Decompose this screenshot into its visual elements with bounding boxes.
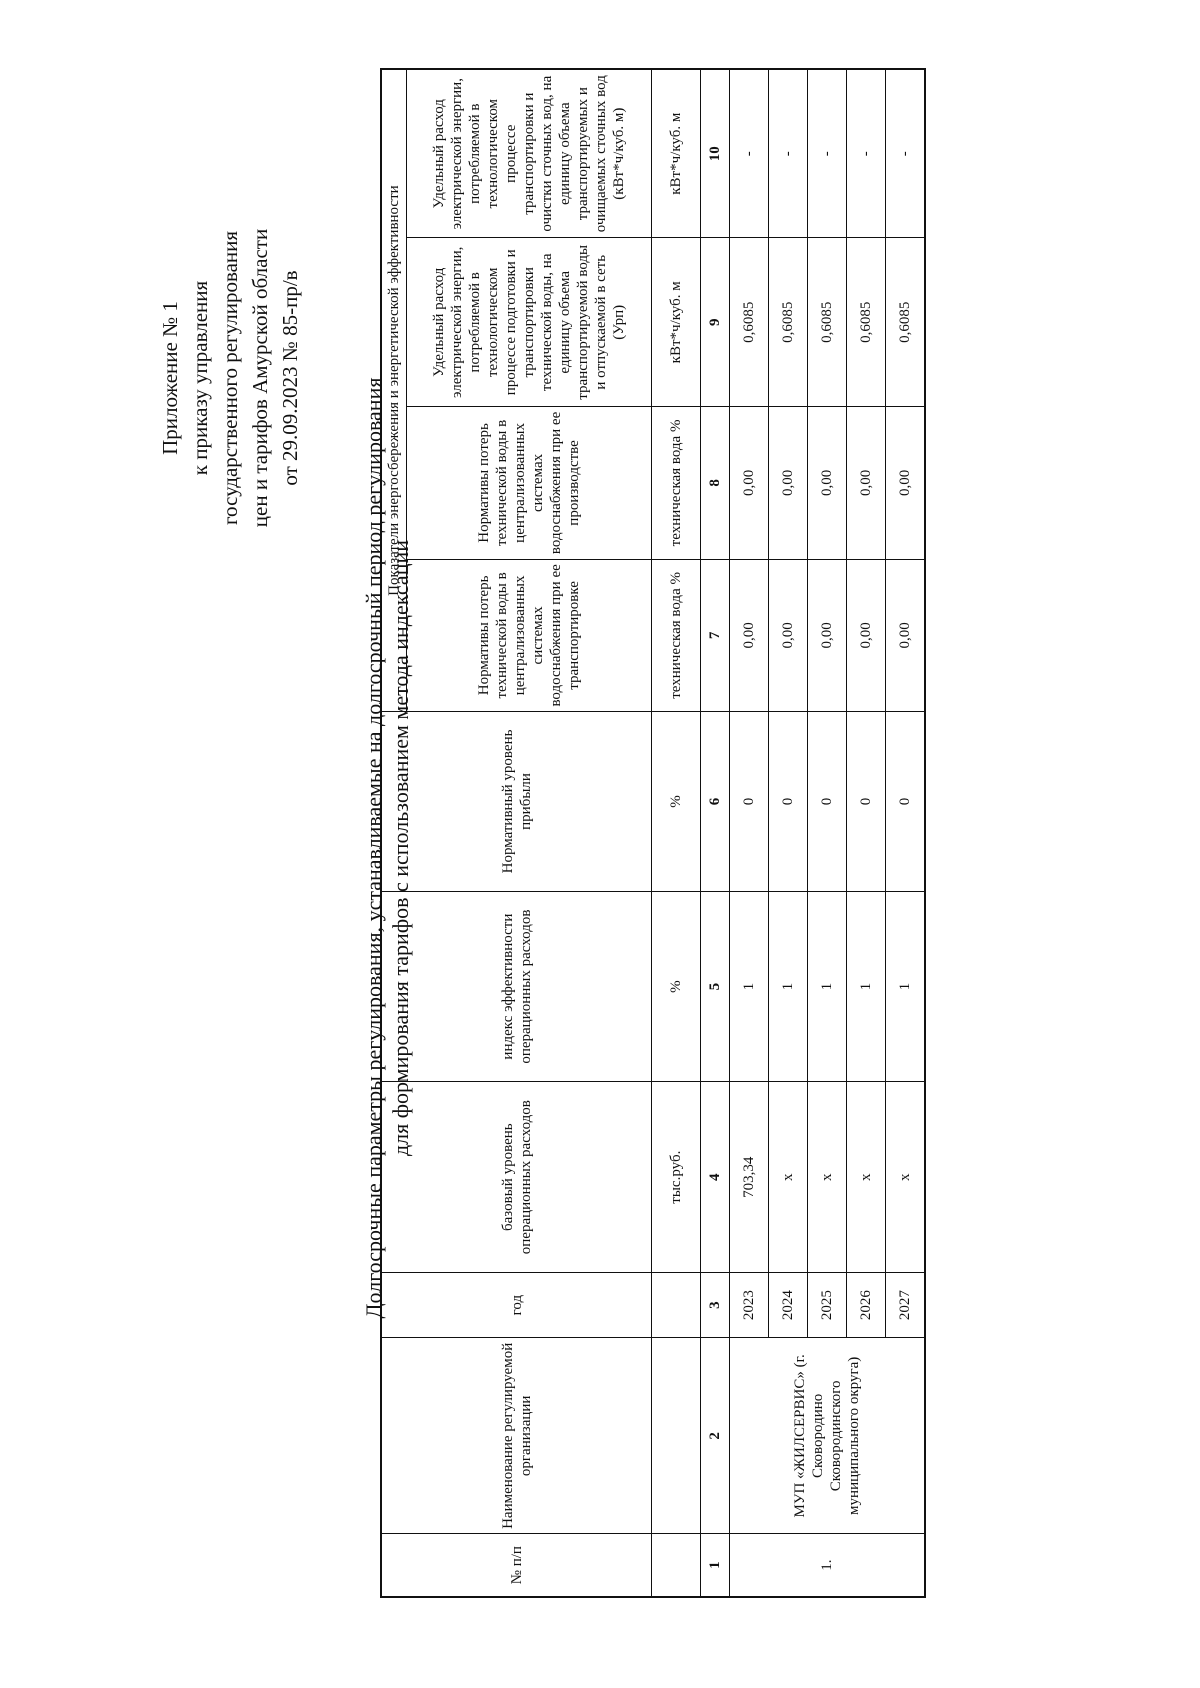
cell-year: 2026	[847, 1272, 886, 1337]
appendix-line: Приложение № 1	[158, 301, 182, 455]
cell-year: 2024	[769, 1272, 808, 1337]
cell-loss-transport: 0,00	[730, 559, 769, 711]
title-line: для формирования тарифов с использованием метода индексации	[388, 539, 413, 1157]
column-number: 8	[701, 407, 730, 559]
header-profit-level: Нормативный уровень прибыли	[381, 712, 652, 892]
cell-loss-transport: 0,00	[886, 559, 926, 711]
cell-base: х	[769, 1082, 808, 1273]
cell-profit: 0	[769, 712, 808, 892]
cell-energy-water: 0,6085	[808, 238, 847, 407]
title-line: Долгосрочные параметры регулирования, устанавливаемые на долгосрочный период регулирования	[361, 377, 386, 1319]
cell-profit: 0	[847, 712, 886, 892]
header-energy-water: Удельный расход электрической энергии, потребляемой в технологическом процессе подготовки и транспортировки технической воды, на единицу объема транспортируемой воды и отпускаемой в сеть (Урп)	[407, 238, 652, 407]
unit-energy-water: кВт*ч/куб. м	[652, 238, 701, 407]
unit-loss-transport: техническая вода %	[652, 559, 701, 711]
column-number: 5	[701, 891, 730, 1082]
unit-cell	[652, 1272, 701, 1337]
cell-energy-water: 0,6085	[769, 238, 808, 407]
cell-year: 2025	[808, 1272, 847, 1337]
cell-energy-sewage: -	[808, 69, 847, 238]
row-number: 1.	[730, 1534, 926, 1597]
header-loss-production: Нормативы потерь технической воды в централизованных системах водоснабжения при ее производстве	[407, 407, 652, 559]
organization-name: МУП «ЖИЛСЕРВИС» (г. Сковородино Сковородинского муниципального округа)	[730, 1338, 926, 1534]
unit-energy-sewage: кВт*ч/куб. м	[652, 69, 701, 238]
cell-profit: 0	[730, 712, 769, 892]
header-efficiency-index: индекс эффективности операционных расходов	[381, 891, 652, 1082]
header-loss-transport: Нормативы потерь технической воды в централизованных системах водоснабжения при ее транспортировке	[407, 559, 652, 711]
cell-loss-production: 0,00	[730, 407, 769, 559]
header-energy-sewage: Удельный расход электрической энергии, потребляемой в технологическом процессе транспортировки и очистки сточных вод, на единицу объема транспортируемых и очищаемых сточных вод (кВт*ч/куб. м)	[407, 69, 652, 238]
cell-index: 1	[886, 891, 926, 1082]
cell-year: 2027	[886, 1272, 926, 1337]
column-number: 3	[701, 1272, 730, 1337]
cell-index: 1	[730, 891, 769, 1082]
cell-loss-production: 0,00	[847, 407, 886, 559]
cell-loss-transport: 0,00	[808, 559, 847, 711]
column-number: 6	[701, 712, 730, 892]
unit-profit: %	[652, 712, 701, 892]
cell-loss-production: 0,00	[808, 407, 847, 559]
column-number: 4	[701, 1082, 730, 1273]
header-organization: Наименование регулируемой организации	[381, 1338, 652, 1534]
appendix-line: к приказу управления	[188, 280, 212, 476]
cell-energy-water: 0,6085	[730, 238, 769, 407]
column-number: 7	[701, 559, 730, 711]
unit-cell	[652, 1338, 701, 1534]
header-base-level: базовый уровень операционных расходов	[381, 1082, 652, 1273]
cell-year: 2023	[730, 1272, 769, 1337]
column-number: 10	[701, 69, 730, 238]
header-year: год	[381, 1272, 652, 1337]
cell-energy-sewage: -	[847, 69, 886, 238]
cell-base: х	[886, 1082, 926, 1273]
unit-cell	[652, 1534, 701, 1597]
cell-index: 1	[847, 891, 886, 1082]
header-energy-group: Показатели энергосбережения и энергетической эффективности	[381, 69, 407, 712]
cell-loss-transport: 0,00	[769, 559, 808, 711]
column-numbers-row	[701, 69, 730, 1597]
table-row	[730, 69, 769, 1597]
parameters-table	[380, 68, 926, 1598]
cell-energy-water: 0,6085	[886, 238, 926, 407]
cell-loss-production: 0,00	[769, 407, 808, 559]
cell-energy-sewage: -	[730, 69, 769, 238]
cell-index: 1	[769, 891, 808, 1082]
cell-profit: 0	[886, 712, 926, 892]
cell-base: х	[808, 1082, 847, 1273]
units-row	[652, 69, 701, 1597]
appendix-line: государственного регулирования	[218, 230, 242, 526]
unit-index: %	[652, 891, 701, 1082]
cell-profit: 0	[808, 712, 847, 892]
cell-index: 1	[808, 891, 847, 1082]
column-number: 9	[701, 238, 730, 407]
cell-base: 703,34	[730, 1082, 769, 1273]
appendix-header	[155, 118, 305, 638]
cell-energy-sewage: -	[769, 69, 808, 238]
cell-loss-transport: 0,00	[847, 559, 886, 711]
unit-loss-production: техническая вода %	[652, 407, 701, 559]
cell-energy-sewage: -	[886, 69, 926, 238]
header-num: № п/п	[381, 1534, 652, 1597]
appendix-line: цен и тарифов Амурской области	[248, 228, 272, 528]
column-number: 1	[701, 1534, 730, 1597]
cell-energy-water: 0,6085	[847, 238, 886, 407]
unit-base: тыс.руб.	[652, 1082, 701, 1273]
cell-loss-production: 0,00	[886, 407, 926, 559]
cell-base: х	[847, 1082, 886, 1273]
header-row	[381, 69, 407, 1597]
column-number: 2	[701, 1338, 730, 1534]
appendix-line: от 29.09.2023 № 85-пр/в	[278, 270, 302, 486]
